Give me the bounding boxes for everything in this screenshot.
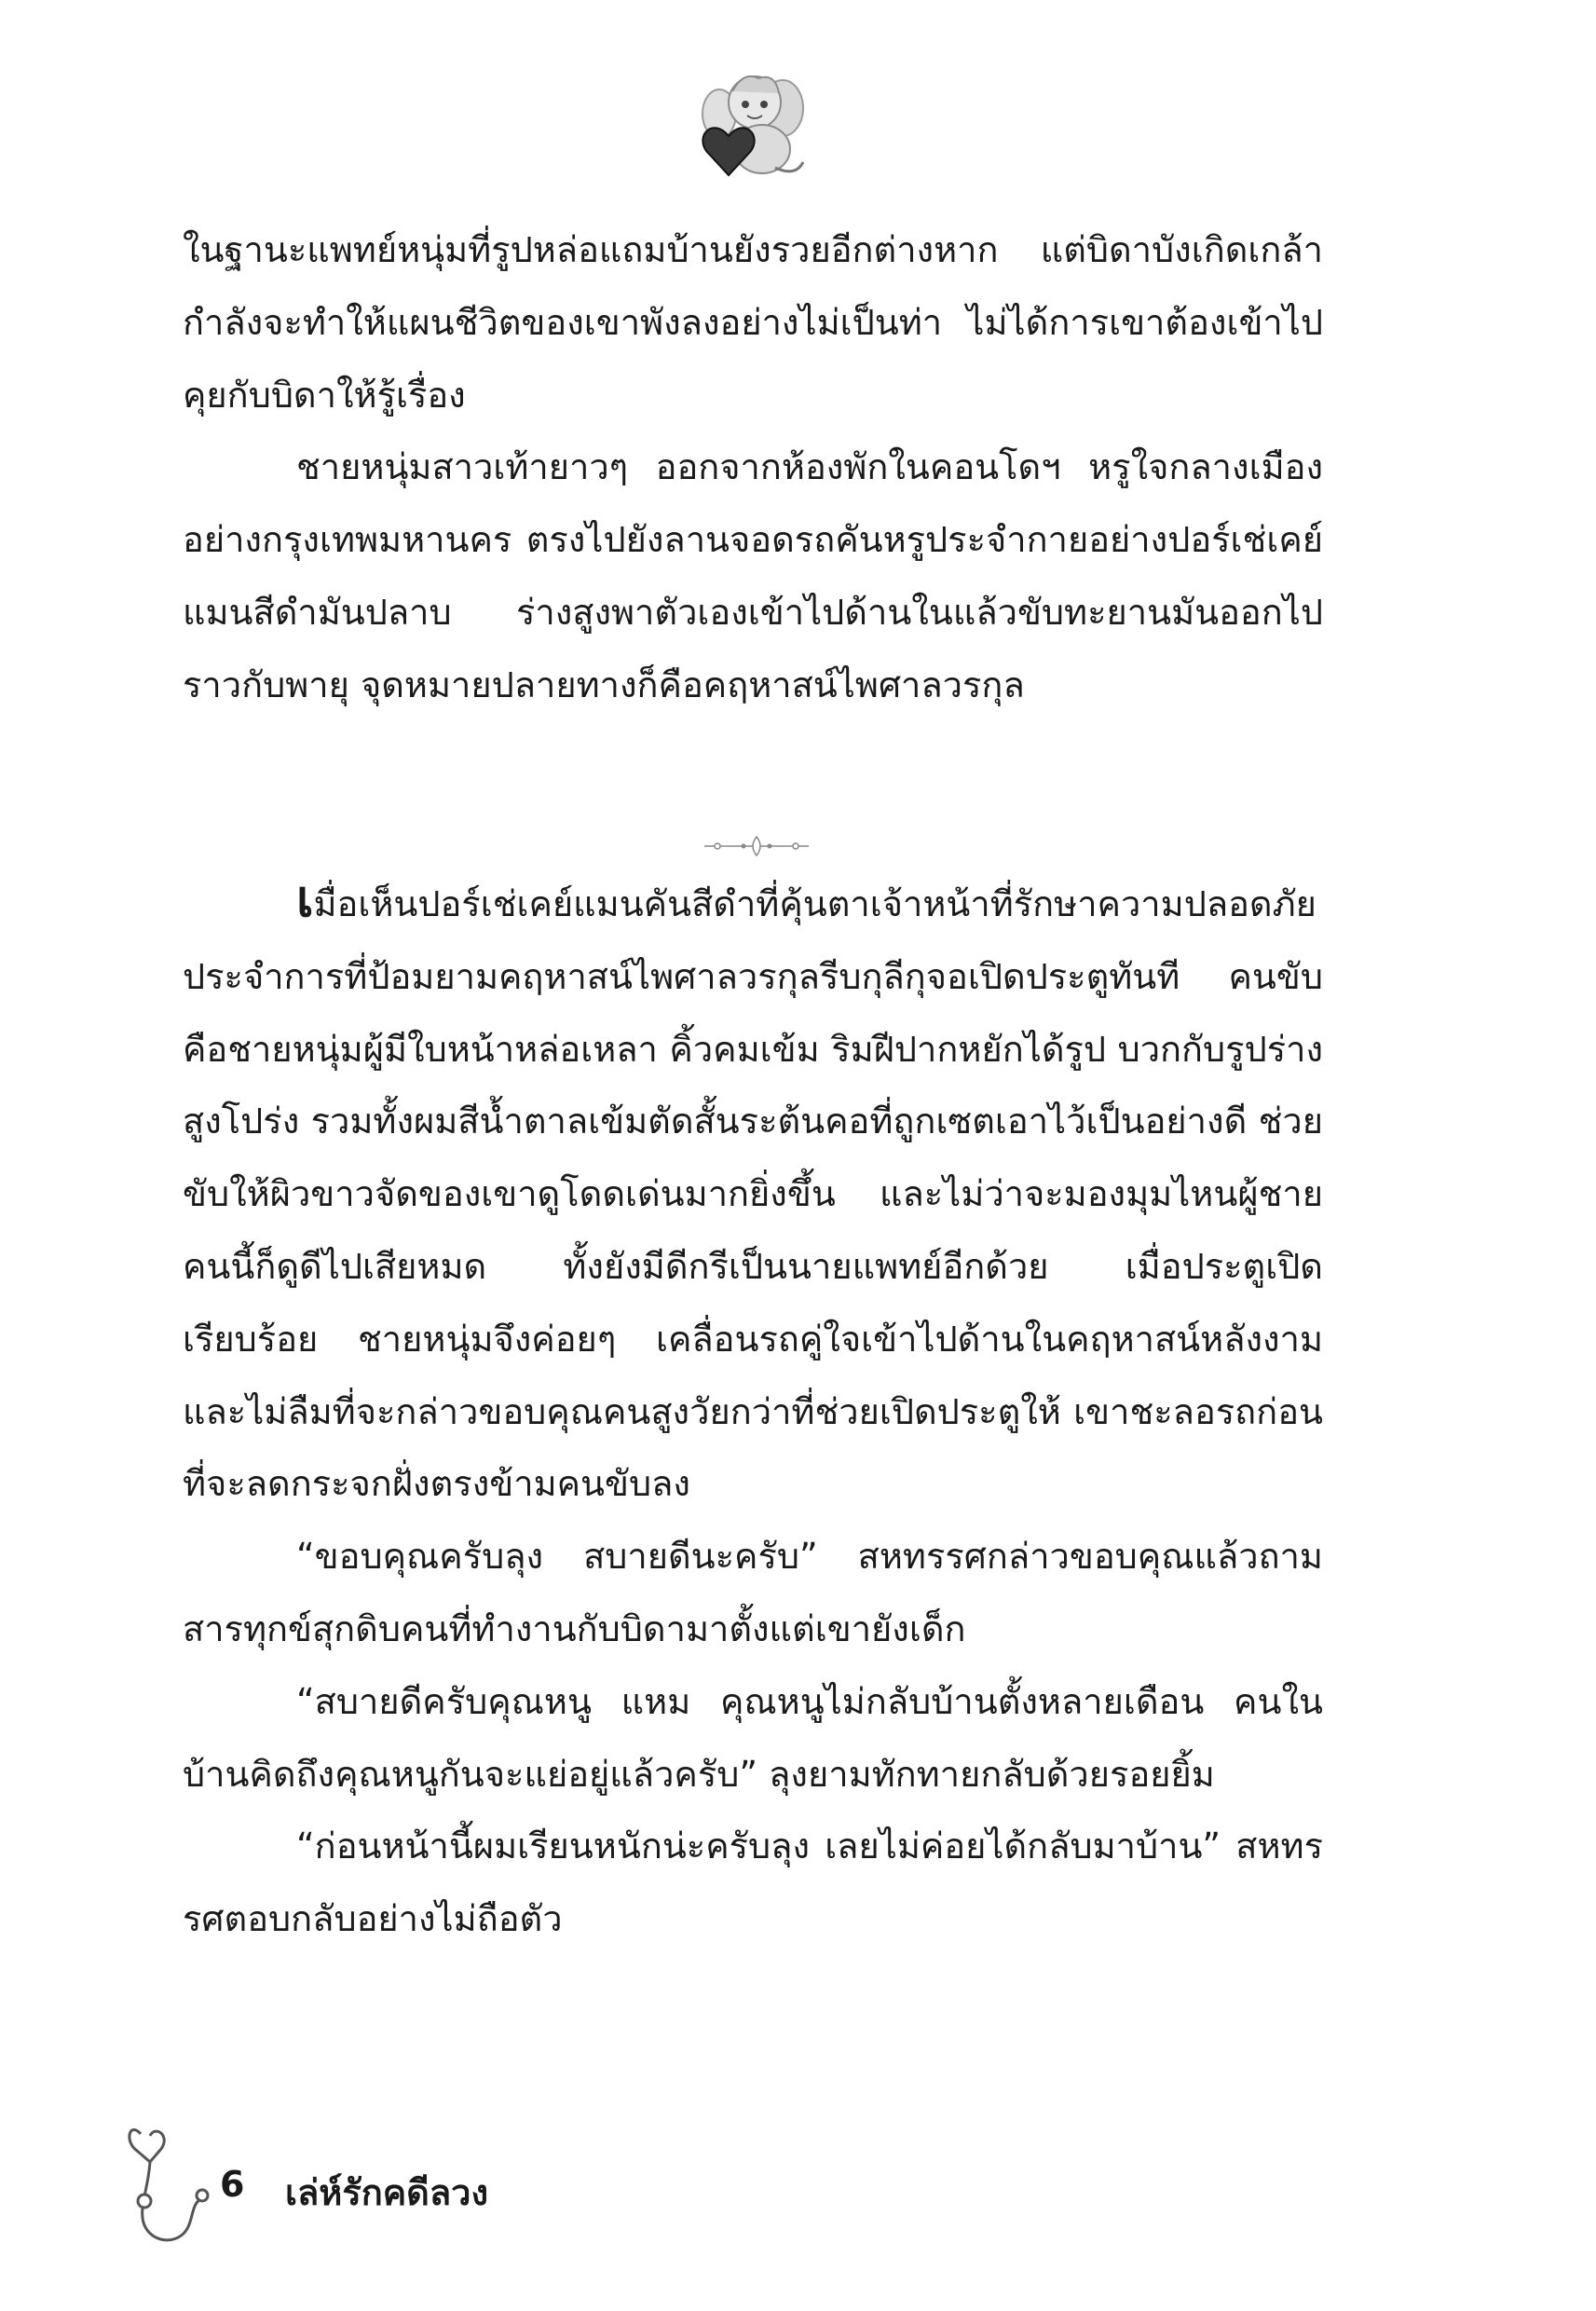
drop-cap-paragraph-text: มื่อเห็นปอร์เช่เคย์แมนคันสีดำที่คุ้นตาเจ้าหน้าที่รักษาความปลอดภัยประจำการที่ป้อมยามคฤหาสน์ไพศาลวรกุลรีบกุลีกุจอเปิดประตูทันที คนขับคือชายหนุ่มผู้มีใบหน้าหล่อเหลา คิ้วคมเข้ม ริมฝีปากหยักได้รูป บวกกับรูปร่างสูงโปร่ง รวมทั้งผมสีน้ำตาลเข้มตัดสั้นระต้นคอที่ถูกเซตเอาไว้เป็นอย่างดี ช่วยขับให้ผิวขาวจัดของเขาดูโดดเด่นมากยิ่งขึ้น และไม่ว่าจะมองมุมไหนผู้ชายคนนี้ก็ดูดีไปเสียหมด ทั้งยังมีดีกรีเป็นนายแพทย์อีกด้วย เมื่อประตูเปิดเรียบร้อย ชายหนุ่มจึงค่อยๆ เคลื่อนรถคู่ใจเข้าไปด้านในคฤหาสน์หลังงาม และไม่ลืมที่จะกล่าวขอบคุณคนสูงวัยกว่าที่ช่วยเปิดประตูให้ เขาชะลอรถก่อนที่จะลดกระจกฝั่งตรงข้ามคนขับลง <box>183 883 1323 1505</box>
story-paragraph-dropcap <box>183 868 1323 1521</box>
story-text-top <box>183 214 1323 722</box>
story-paragraph-2: ชายหนุ่มสาวเท้ายาวๆ ออกจากห้องพักในคอนโดฯ หรูใจกลางเมืองอย่างกรุงเทพมหานคร ตรงไปยังลานจอดรถคันหรูประจำกายอย่างปอร์เช่เคย์แมนสีดำมันปลาบ ร่างสูงพาตัวเองเข้าไปด้านในแล้วขับทะยานมันออกไปราวกับพายุ จุดหมายปลายทางก็คือคฤหาสน์ไพศาลวรกุล <box>183 446 1323 705</box>
drop-cap-letter: เ <box>296 869 314 928</box>
dialogue-paragraph-3: “ก่อนหน้านี้ผมเรียนหนักน่ะครับลุง เลยไม่ค่อยได้กลับมาบ้าน” สหทรรศตอบกลับอย่างไม่ถือตัว <box>183 1826 1323 1940</box>
ornament-divider-icon <box>699 832 814 860</box>
cupid-heart-icon <box>691 65 812 185</box>
stethoscope-icon <box>124 2113 210 2253</box>
dialogue-paragraph-1: “ขอบคุณครับลุง สบายดีนะครับ” สหทรรศกล่าวขอบคุณแล้วถามสารทุกข์สุกดิบคนที่ทำงานกับบิดามาตั้งแต่เขายังเด็ก <box>183 1536 1323 1649</box>
story-paragraph-1: ในฐานะแพทย์หนุ่มที่รูปหล่อแถมบ้านยังรวยอีกต่างหาก แต่บิดาบังเกิดเกล้ากำลังจะทำให้แผนชีวิตของเขาพังลงอย่างไม่เป็นท่า ไม่ได้การเขาต้องเข้าไปคุยกับบิดาให้รู้เรื่อง <box>183 229 1323 416</box>
page-number: 6 <box>220 2164 245 2205</box>
book-title: เล่ห์รักคดีลวง <box>285 2172 489 2213</box>
story-text-bottom <box>183 868 1323 1956</box>
dialogue-paragraph-2: “สบายดีครับคุณหนู แหม คุณหนูไม่กลับบ้านตั้งหลายเดือน คนในบ้านคิดถึงคุณหนูกันจะแย่อยู่แล้วครับ” ลุงยามทักทายกลับด้วยรอยยิ้ม <box>183 1680 1323 1795</box>
